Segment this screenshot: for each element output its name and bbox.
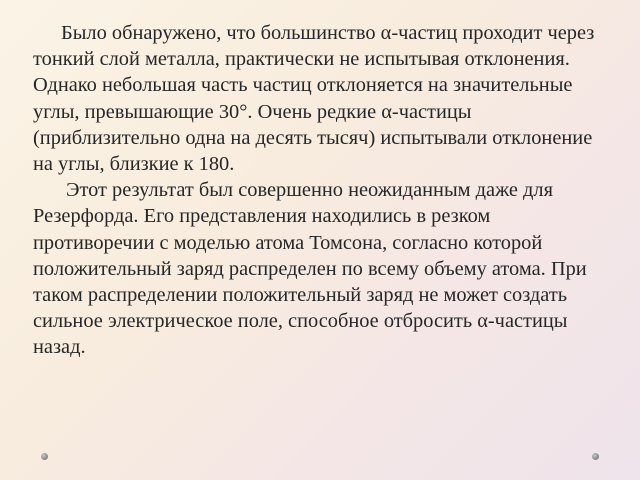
slide-footer-ornaments xyxy=(0,453,640,463)
slide-text-body xyxy=(33,20,613,361)
paragraph-rutherford-conclusion: Этот результат был совершенно неожиданным даже для Резерфорда. Его представления находились в резком противоречии с моделью атома Томсона, согласно которой положительный заряд распределен по всему объему атома. При таком распределении положительный заряд не может создать сильное электрическое поле, способное отбросить α-частицы назад. xyxy=(33,179,587,359)
paragraph-alpha-scattering: Было обнаружено, что большинство α-частиц проходит через тонкий слой металла, практически не испытывая отклонения. Однако небольшая часть частиц отклоняется на значительные углы, превышающие 30°. Очень редкие α-частицы (приблизительно одна на десять тысяч) испытывали отклонение на углы, близкие к 180. xyxy=(33,22,595,176)
dot-ornament-icon xyxy=(592,453,599,460)
dot-ornament-icon xyxy=(41,453,48,460)
